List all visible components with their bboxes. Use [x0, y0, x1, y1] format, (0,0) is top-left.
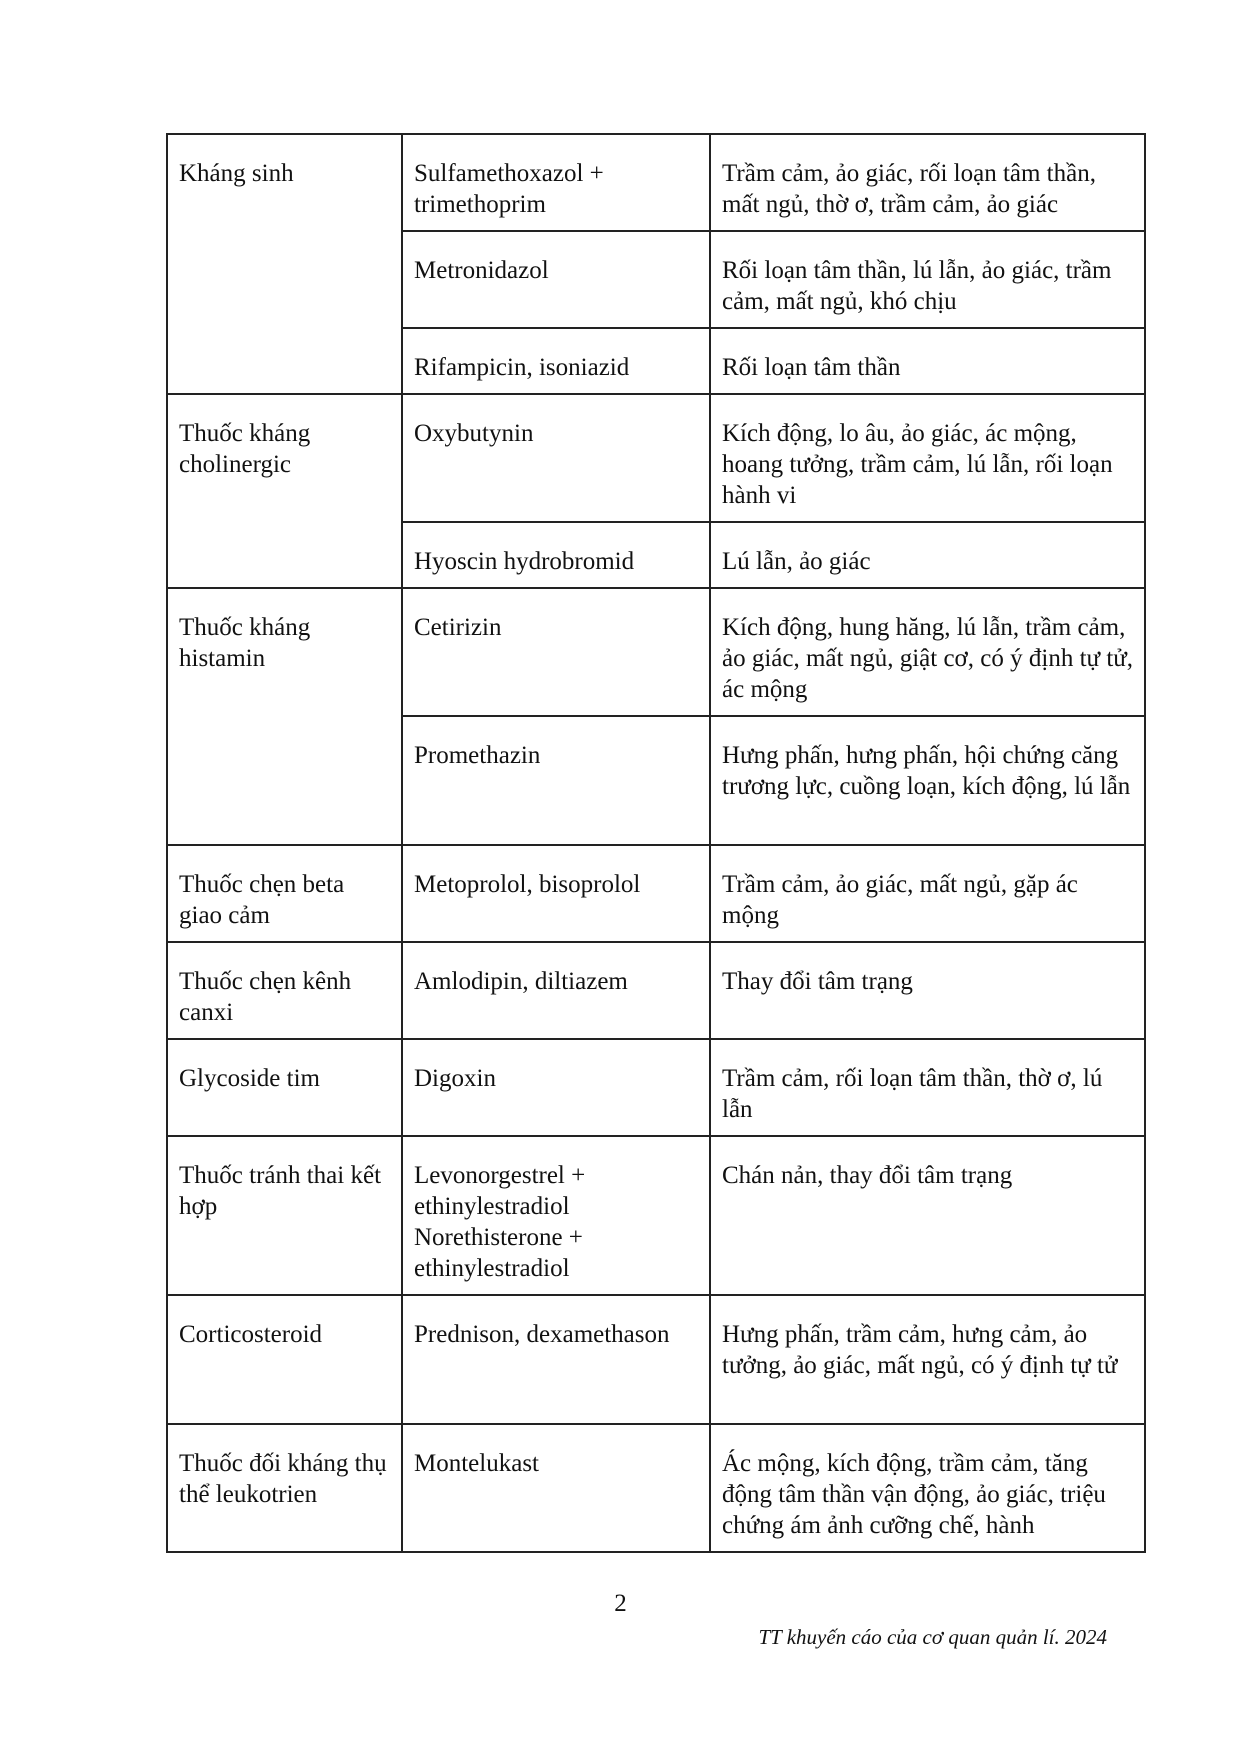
drug-class-cell: Thuốc đối kháng thụ thể leukotrien	[167, 1424, 402, 1552]
effect-cell: Rối loạn tâm thần, lú lẫn, ảo giác, trầm cảm, mất ngủ, khó chịu	[710, 231, 1145, 328]
drug-cell: Metronidazol	[402, 231, 710, 328]
drug-cell	[402, 1136, 710, 1295]
drug-cell: Prednison, dexamethason	[402, 1295, 710, 1424]
table-row	[167, 1295, 1145, 1424]
drug-cell: Oxybutynin	[402, 394, 710, 522]
drug-cell: Digoxin	[402, 1039, 710, 1136]
effect-cell: Kích động, hung hăng, lú lẫn, trầm cảm, ảo giác, mất ngủ, giật cơ, có ý định tự tử, ác mộng	[710, 588, 1145, 716]
table-row	[167, 942, 1145, 1039]
table-row	[167, 1424, 1145, 1552]
footer-note: TT khuyến cáo của cơ quan quản lí. 2024	[758, 1625, 1107, 1649]
effect-cell: Rối loạn tâm thần	[710, 328, 1145, 394]
page-number: 2	[614, 1590, 627, 1617]
effect-cell: Lú lẫn, ảo giác	[710, 522, 1145, 588]
drug-cell: Sulfamethoxazol + trimethoprim	[402, 134, 710, 231]
effect-cell: Trầm cảm, ảo giác, rối loạn tâm thần, mất ngủ, thờ ơ, trầm cảm, ảo giác	[710, 134, 1145, 231]
table-row	[167, 1039, 1145, 1136]
table-row	[167, 394, 1145, 522]
drug-cell: Metoprolol, bisoprolol	[402, 845, 710, 942]
drug-adverse-effects-table	[166, 133, 1146, 1553]
drug-cell: Amlodipin, diltiazem	[402, 942, 710, 1039]
drug-class-cell: Thuốc kháng histamin	[167, 588, 402, 845]
effect-cell: Kích động, lo âu, ảo giác, ác mộng, hoang tưởng, trầm cảm, lú lẫn, rối loạn hành vi	[710, 394, 1145, 522]
drug-cell: Promethazin	[402, 716, 710, 845]
drug-class-cell: Thuốc chẹn beta giao cảm	[167, 845, 402, 942]
drug-line: Levonorgestrel +	[414, 1162, 586, 1189]
drug-class-cell: Glycoside tim	[167, 1039, 402, 1136]
drug-line: ethinylestradiol	[414, 1255, 570, 1282]
drug-class-cell: Corticosteroid	[167, 1295, 402, 1424]
drug-cell: Hyoscin hydrobromid	[402, 522, 710, 588]
table-row	[167, 1136, 1145, 1295]
drug-cell: Montelukast	[402, 1424, 710, 1552]
effect-cell: Trầm cảm, ảo giác, mất ngủ, gặp ác mộng	[710, 845, 1145, 942]
drug-line: ethinylestradiol	[414, 1193, 570, 1220]
drug-class-cell: Thuốc tránh thai kết hợp	[167, 1136, 402, 1295]
effect-cell: Thay đổi tâm trạng	[710, 942, 1145, 1039]
table-row	[167, 588, 1145, 716]
effect-cell: Hưng phấn, trầm cảm, hưng cảm, ảo tưởng, ảo giác, mất ngủ, có ý định tự tử	[710, 1295, 1145, 1424]
drug-cell: Cetirizin	[402, 588, 710, 716]
drug-line: Norethisterone +	[414, 1224, 583, 1251]
table-row	[167, 845, 1145, 942]
drug-class-cell: Kháng sinh	[167, 134, 402, 394]
drug-class-cell: Thuốc kháng cholinergic	[167, 394, 402, 588]
drug-cell: Rifampicin, isoniazid	[402, 328, 710, 394]
effect-cell: Chán nản, thay đổi tâm trạng	[710, 1136, 1145, 1295]
effect-cell: Hưng phấn, hưng phấn, hội chứng căng trương lực, cuồng loạn, kích động, lú lẫn	[710, 716, 1145, 845]
table-row	[167, 134, 1145, 231]
drug-class-cell: Thuốc chẹn kênh canxi	[167, 942, 402, 1039]
effect-cell: Ác mộng, kích động, trầm cảm, tăng động tâm thần vận động, ảo giác, triệu chứng ám ảnh cưỡng chế, hành	[710, 1424, 1145, 1552]
effect-cell: Trầm cảm, rối loạn tâm thần, thờ ơ, lú lẫn	[710, 1039, 1145, 1136]
